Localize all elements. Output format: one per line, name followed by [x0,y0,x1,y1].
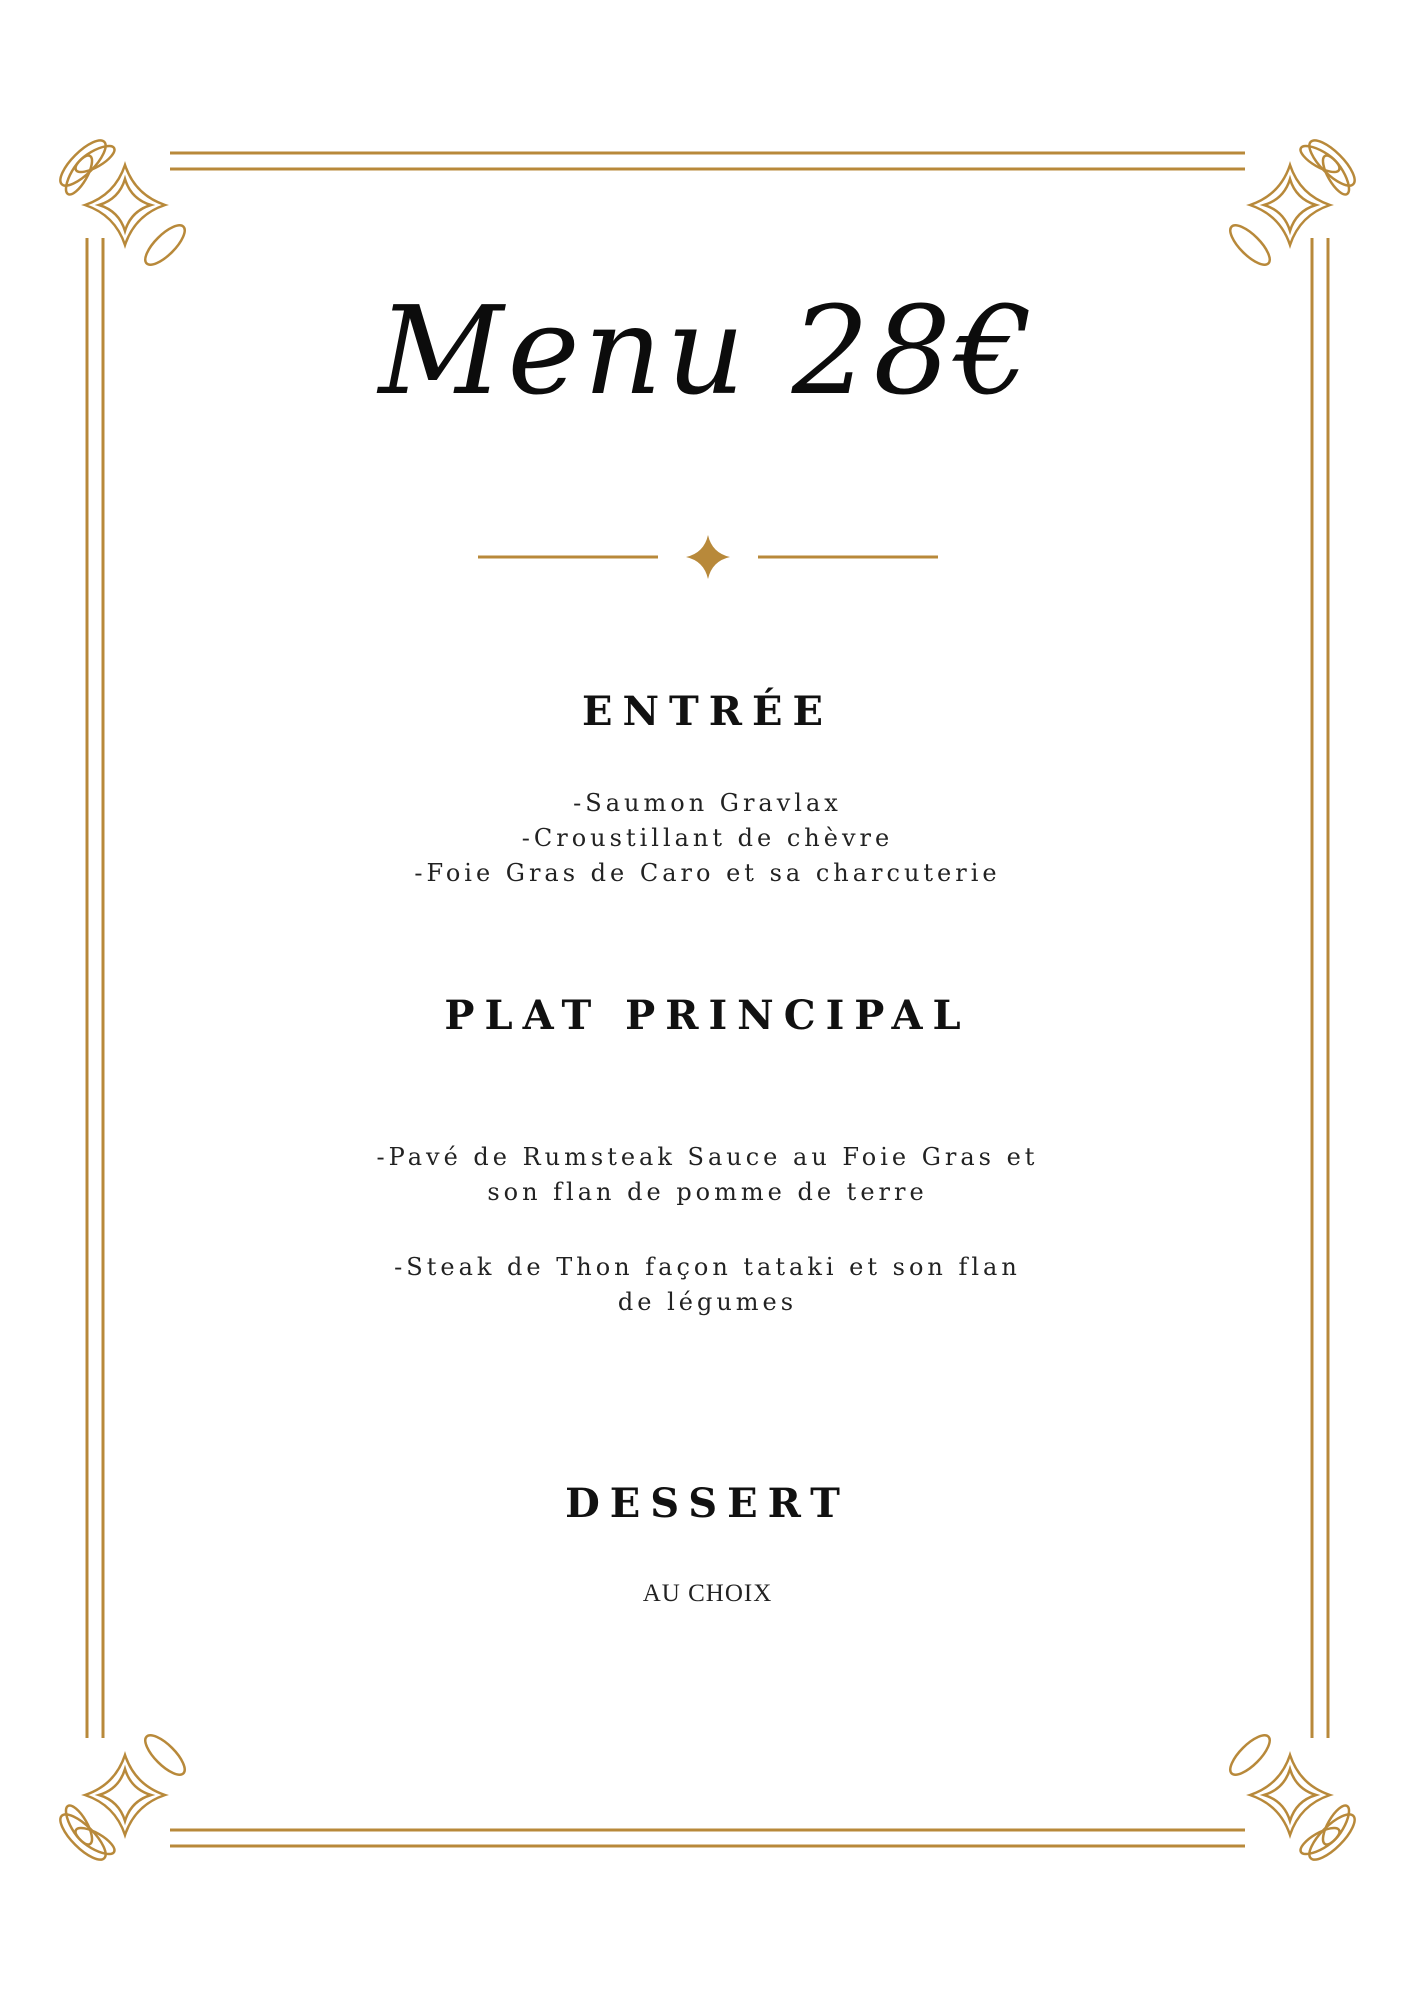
section-heading-entree: ENTRÉE [581,688,834,735]
list-item: -Pavé de Rumsteak Sauce au Foie Gras et [376,1143,1039,1171]
four-point-star-icon [686,535,730,579]
list-item: -Saumon Gravlax [573,789,842,817]
plat-principal-items [0,1140,1415,1320]
title-divider [478,532,938,582]
list-item-continuation: son flan de pomme de terre [487,1178,928,1206]
list-item-continuation: de légumes [617,1288,798,1316]
list-item: -Croustillant de chèvre [521,824,894,852]
dessert-note: AU CHOIX [642,1580,773,1607]
section-heading-plat-principal: PLAT PRINCIPAL [444,992,971,1039]
list-item: -Foie Gras de Caro et sa charcuterie [414,859,1001,887]
section-heading-dessert: DESSERT [565,1480,850,1527]
list-item: -Steak de Thon façon tataki et son flan [394,1253,1021,1281]
entree-items [0,786,1415,891]
menu-title: Menu 28€ [378,280,1037,422]
